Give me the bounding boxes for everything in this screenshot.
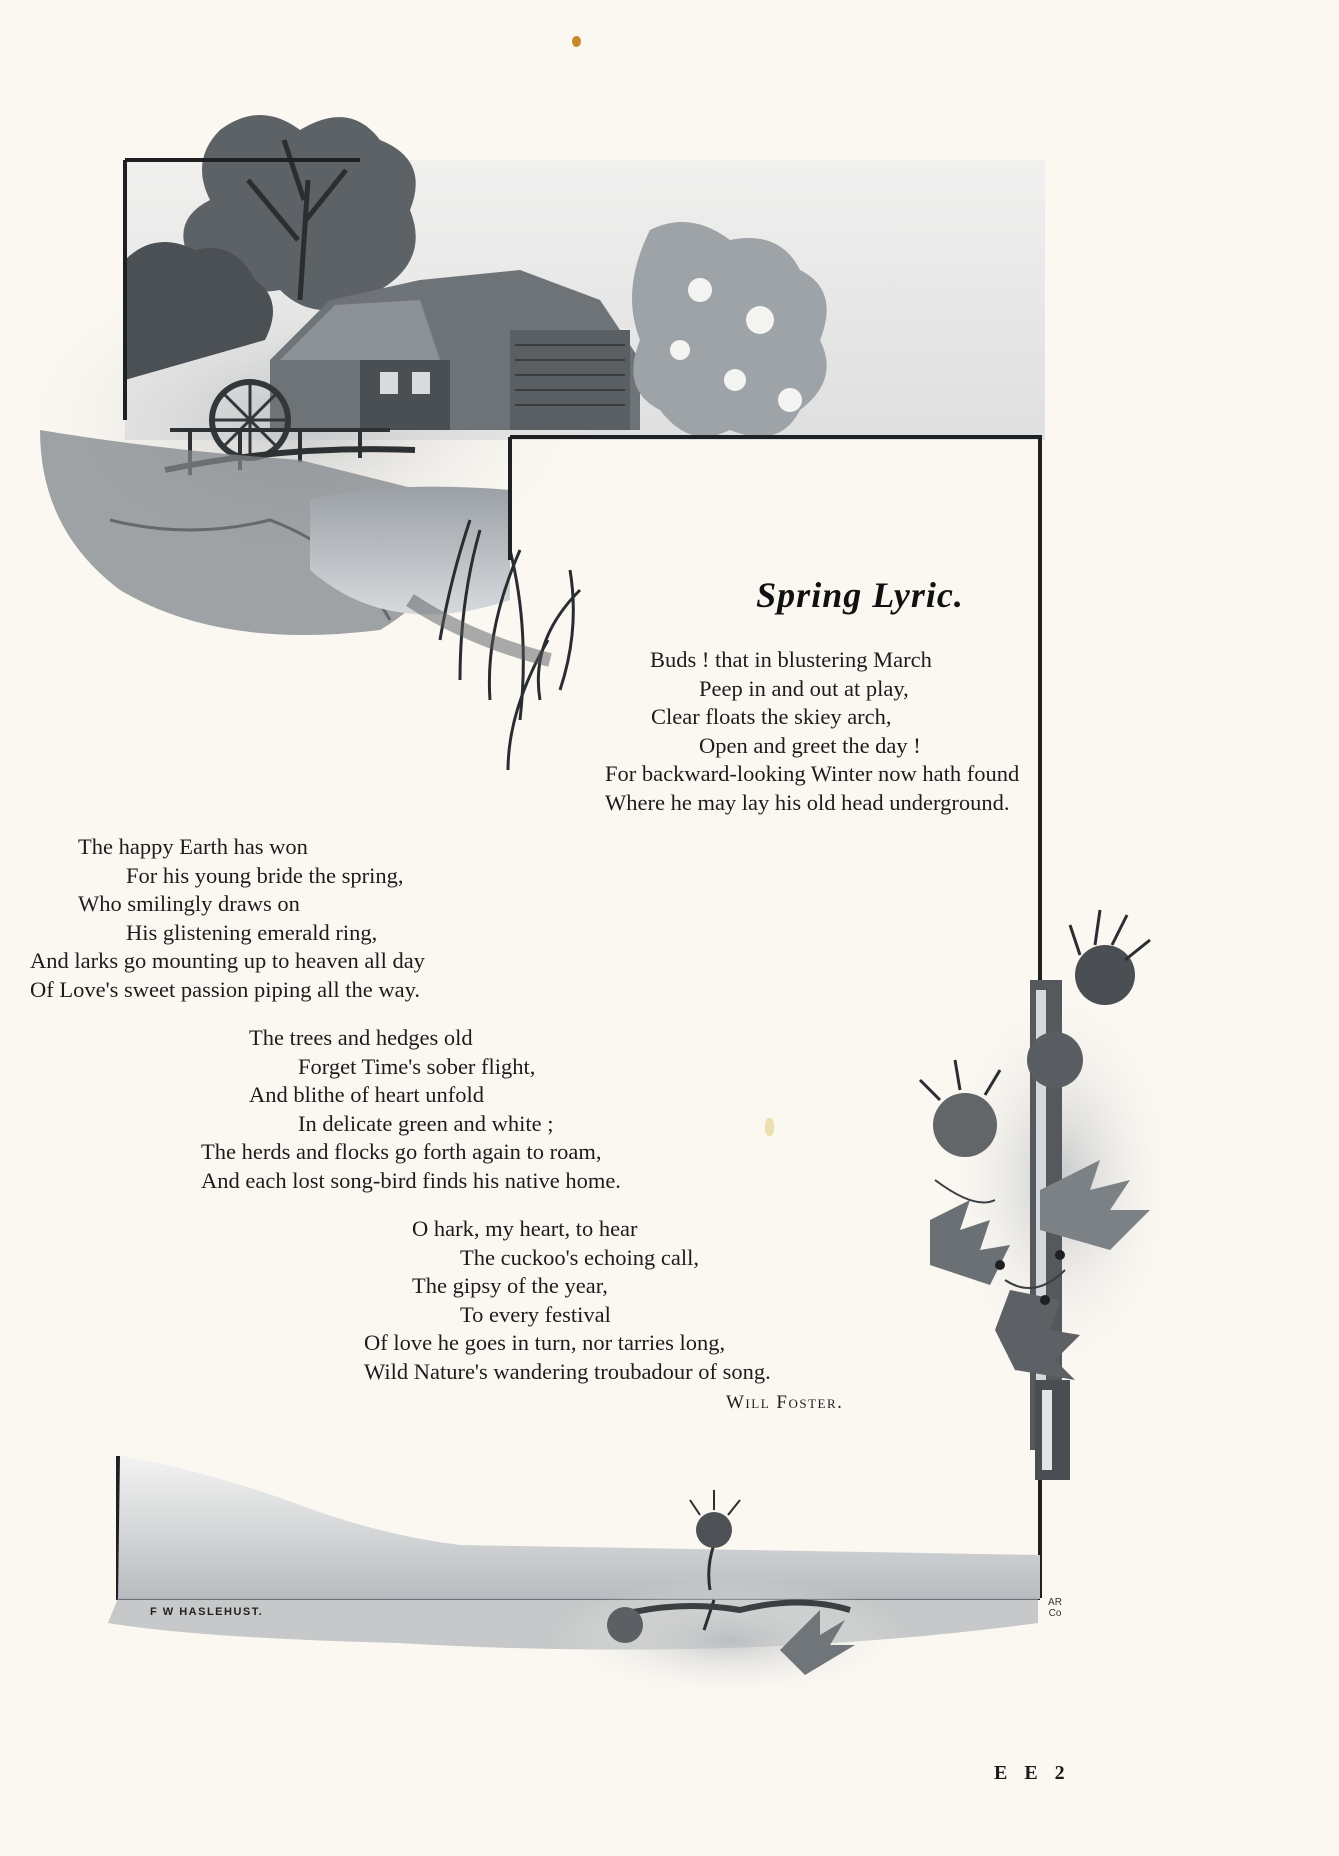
page-folio: E E 2 — [994, 1762, 1071, 1784]
poem-line: Wild Nature's wandering troubadour of song. — [364, 1358, 771, 1384]
bottom-landscape-band — [108, 1455, 1040, 1700]
poem-line: Of love he goes in turn, nor tarries long, — [364, 1330, 726, 1355]
author-signature: Will Foster. — [726, 1392, 844, 1413]
poem-line: The herds and flocks go forth again to roam, — [201, 1139, 602, 1164]
poem-line: The cuckoo's echoing call, — [460, 1244, 699, 1270]
poem-line: And each lost song-bird finds his native home. — [201, 1167, 621, 1193]
poem-line: Open and greet the day ! — [699, 732, 921, 758]
poem-line: Who smilingly draws on — [78, 891, 300, 916]
poem-line: Buds ! that in blustering March — [650, 647, 932, 672]
thistle-holly-vignette — [920, 910, 1180, 1480]
stanza-3 — [201, 1024, 621, 1195]
stanza-2 — [30, 833, 425, 1004]
poem-line: Peep in and out at play, — [699, 675, 909, 701]
engraver-mark-line: AR — [1048, 1597, 1062, 1608]
poem-line: The happy Earth has won — [78, 834, 308, 859]
poem-line: His glistening emerald ring, — [126, 919, 378, 945]
stanza-4 — [364, 1215, 771, 1386]
poem-line: For backward-looking Winter now hath found — [605, 761, 1020, 786]
poem-line: To every festival — [460, 1301, 611, 1327]
poem-line: Forget Time's sober flight, — [298, 1053, 536, 1079]
poem-line: Of Love's sweet passion piping all the way. — [30, 976, 421, 1002]
poem-line: O hark, my heart, to hear — [412, 1216, 638, 1241]
poem-line: In delicate green and white ; — [298, 1110, 554, 1136]
poem-title: Spring Lyric. — [756, 575, 964, 615]
stanza-1 — [605, 646, 1019, 817]
poem-line: Where he may lay his old head underground. — [605, 789, 1010, 815]
poem-line: Clear floats the skiey arch, — [651, 704, 892, 729]
poem-line: And larks go mounting up to heaven all day — [30, 948, 425, 973]
poem-line: For his young bride the spring, — [126, 862, 404, 888]
poem-line: And blithe of heart unfold — [249, 1082, 484, 1107]
engraver-mark-line: Co — [1048, 1608, 1062, 1619]
poem-line: The trees and hedges old — [249, 1025, 473, 1050]
artist-signature: F W HASLEHUST. — [150, 1606, 264, 1618]
engraver-mark — [1040, 1597, 1070, 1619]
poem-line: The gipsy of the year, — [412, 1273, 608, 1298]
